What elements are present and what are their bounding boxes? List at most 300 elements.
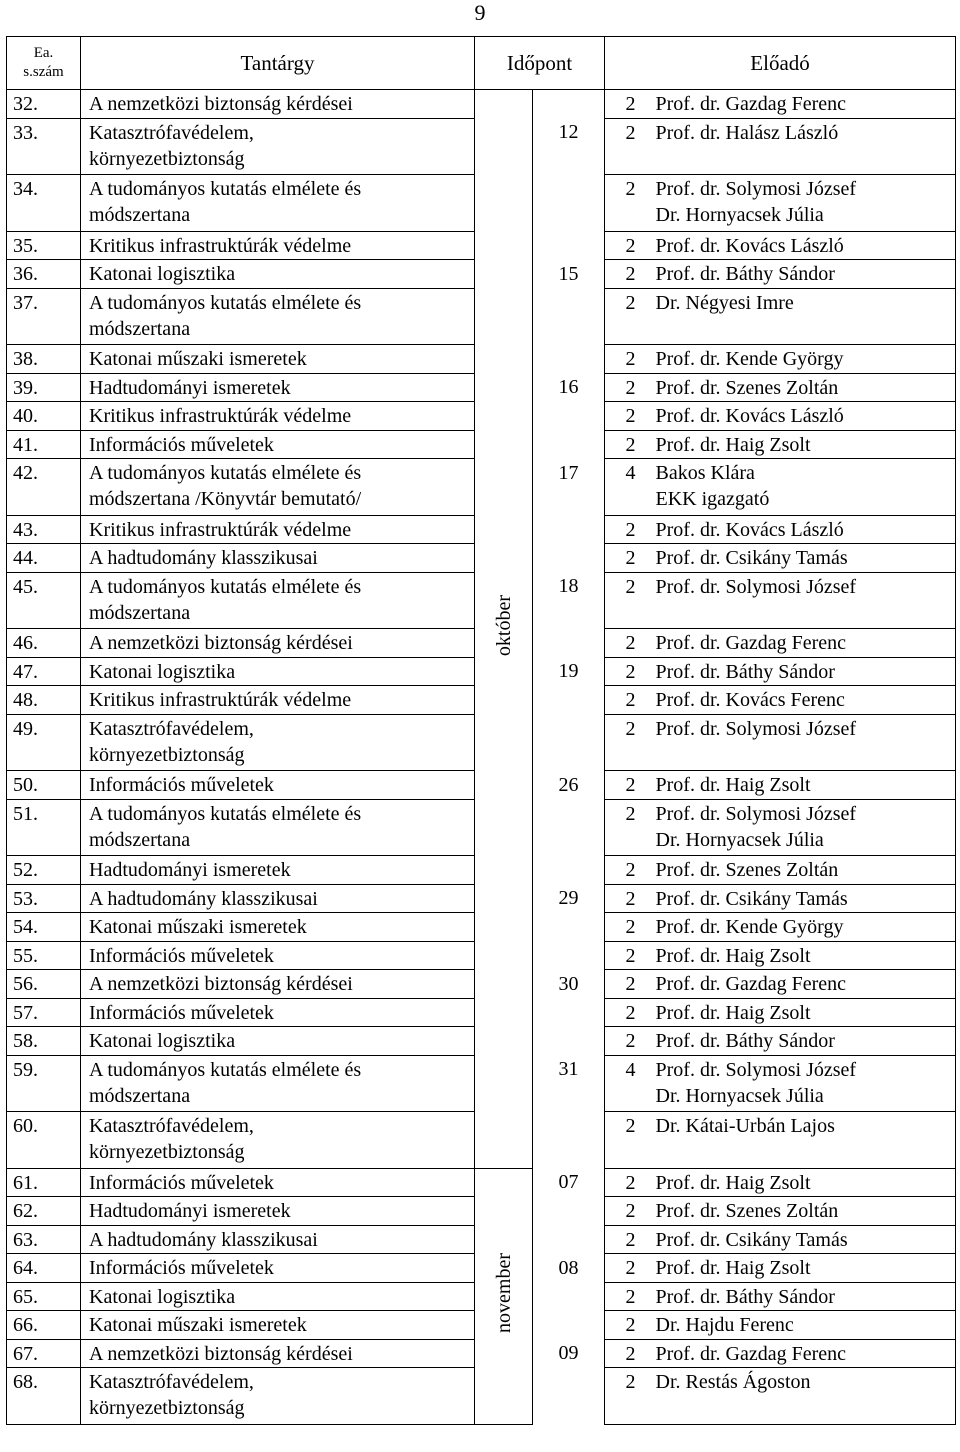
lecturer [648, 884, 956, 913]
lecturer [648, 1282, 956, 1311]
subject [81, 1339, 475, 1368]
hours: 2 [605, 714, 648, 771]
subject-line: A tudományos kutatás elmélete és [89, 802, 362, 825]
subject [81, 459, 475, 516]
lecture-number: 47. [7, 657, 81, 686]
lecture-number: 56. [7, 970, 81, 999]
lecture-number: 38. [7, 345, 81, 374]
lecture-number: 59. [7, 1055, 81, 1112]
lecturer-line: Prof. dr. Szenes Zoltán [655, 376, 839, 399]
lecturer [648, 998, 956, 1027]
subject [81, 90, 475, 119]
day-number: 09 [558, 1342, 579, 1364]
lecturer-line: Prof. dr. Báthy Sándor [655, 263, 835, 285]
month-label-cell [475, 1168, 533, 1424]
subject-line: Kritikus infrastruktúrák védelme [89, 405, 352, 427]
lecture-number: 51. [7, 799, 81, 856]
day-cell [533, 629, 605, 658]
subject-line: környezetbiztonság [89, 1397, 245, 1419]
lecturer-line: Prof. dr. Gazdag Ferenc [655, 973, 847, 995]
day-cell [533, 1055, 605, 1112]
lecturer [648, 970, 956, 999]
day-cell [533, 231, 605, 260]
subject [81, 1225, 475, 1254]
lecturer-line: Prof. dr. Gazdag Ferenc [655, 632, 847, 654]
subject [81, 231, 475, 260]
subject-line: Katonai logisztika [89, 660, 236, 683]
day-cell [533, 913, 605, 942]
subject-line: Katasztrófavédelem, [89, 121, 254, 144]
hours: 2 [605, 430, 648, 459]
hours: 2 [605, 913, 648, 942]
hours: 2 [605, 118, 648, 175]
day-cell [533, 884, 605, 913]
day-cell [533, 1168, 605, 1197]
lecturer-line: Prof. dr. Solymosi József [655, 1058, 857, 1081]
hours: 2 [605, 1112, 648, 1169]
subject-line: Katonai logisztika [89, 1285, 236, 1308]
lecturer [648, 913, 956, 942]
subject-line: Katonai műszaki ismeretek [89, 1314, 307, 1336]
subject [81, 430, 475, 459]
lecturer [648, 288, 956, 345]
subject-line: A hadtudomány klasszikusai [89, 547, 318, 569]
day-cell [533, 459, 605, 516]
subject-line: Kritikus infrastruktúrák védelme [89, 518, 352, 541]
subject-line: Információs műveletek [89, 433, 274, 456]
subject [81, 373, 475, 402]
subject-line: Katasztrófavédelem, [89, 717, 254, 740]
lecture-number: 52. [7, 856, 81, 885]
lecture-schedule-table [6, 36, 956, 1425]
lecturer-line: Prof. dr. Solymosi József [655, 178, 857, 200]
lecture-number: 32. [7, 90, 81, 119]
lecturer [648, 1254, 956, 1283]
hours: 2 [605, 1368, 648, 1425]
subject-line: A nemzetközi biztonság kérdései [89, 93, 353, 115]
subject [81, 1368, 475, 1425]
hours: 4 [605, 1055, 648, 1112]
subject-line: A hadtudomány klasszikusai [89, 1228, 318, 1251]
subject [81, 1112, 475, 1169]
lecturer-line: Prof. dr. Haig Zsolt [655, 1171, 811, 1194]
lecturer [648, 260, 956, 289]
lecture-number: 58. [7, 1027, 81, 1056]
hours: 2 [605, 1311, 648, 1340]
lecture-number: 36. [7, 260, 81, 289]
day-cell [533, 1112, 605, 1169]
lecturer [648, 345, 956, 374]
table-row [7, 90, 956, 119]
lecturer-line: Prof. dr. Haig Zsolt [655, 944, 811, 967]
lecturer-line: Prof. dr. Szenes Zoltán [655, 859, 839, 881]
lecturer [648, 118, 956, 175]
subject-line: módszertana [89, 601, 191, 624]
day-cell [533, 544, 605, 573]
subject [81, 1254, 475, 1283]
lecture-number: 45. [7, 572, 81, 629]
lecturer-line: Prof. dr. Csikány Tamás [655, 1228, 848, 1251]
hours: 4 [605, 459, 648, 516]
day-cell [533, 799, 605, 856]
hours: 2 [605, 345, 648, 374]
lecturer-line: Prof. dr. Solymosi József [655, 717, 857, 740]
lecturer [648, 572, 956, 629]
subject [81, 288, 475, 345]
day-cell [533, 686, 605, 715]
subject-line: Katonai logisztika [89, 1030, 236, 1052]
subject [81, 1282, 475, 1311]
day-number: 12 [558, 121, 579, 143]
subject-line: A tudományos kutatás elmélete és [89, 462, 362, 484]
day-cell [533, 572, 605, 629]
subject-line: A nemzetközi biztonság kérdései [89, 973, 353, 995]
lecturer-line: Prof. dr. Kende György [655, 916, 844, 938]
month-label: november [492, 1253, 515, 1333]
subject [81, 1027, 475, 1056]
lecture-number: 53. [7, 884, 81, 913]
hours: 2 [605, 970, 648, 999]
subject [81, 657, 475, 686]
hours: 2 [605, 1027, 648, 1056]
lecture-number: 35. [7, 231, 81, 260]
lecture-number: 55. [7, 941, 81, 970]
day-cell [533, 714, 605, 771]
lecture-number: 46. [7, 629, 81, 658]
header-time: Időpont [475, 37, 605, 90]
day-cell [533, 941, 605, 970]
lecturer-line: Prof. dr. Báthy Sándor [655, 1030, 835, 1052]
lecture-number: 48. [7, 686, 81, 715]
lecture-number: 68. [7, 1368, 81, 1425]
day-cell [533, 402, 605, 431]
hours: 2 [605, 1168, 648, 1197]
day-cell [533, 657, 605, 686]
lecture-number: 54. [7, 913, 81, 942]
hours: 2 [605, 657, 648, 686]
lecture-number: 41. [7, 430, 81, 459]
subject-line: módszertana [89, 317, 191, 340]
day-number: 29 [558, 887, 579, 909]
hours: 2 [605, 544, 648, 573]
subject-line: A tudományos kutatás elmélete és [89, 1058, 362, 1081]
schedule-body [7, 90, 956, 1425]
lecture-number: 66. [7, 1311, 81, 1340]
lecturer [648, 629, 956, 658]
lecturer-line: Prof. dr. Kovács László [655, 405, 844, 427]
hours: 2 [605, 1339, 648, 1368]
subject [81, 856, 475, 885]
subject-line: Hadtudományi ismeretek [89, 1200, 291, 1222]
day-number: 17 [558, 461, 579, 484]
lecturer [648, 90, 956, 119]
hours: 2 [605, 1197, 648, 1226]
lecturer-line: Prof. dr. Csikány Tamás [655, 547, 848, 569]
lecture-number: 61. [7, 1168, 81, 1197]
day-number: 16 [558, 376, 579, 398]
day-cell [533, 118, 605, 175]
lecturer [648, 686, 956, 715]
lecturer [648, 373, 956, 402]
month-label: október [492, 595, 515, 657]
lecturer [648, 231, 956, 260]
subject [81, 941, 475, 970]
subject-line: A tudományos kutatás elmélete és [89, 178, 362, 200]
table-row [7, 1168, 956, 1197]
subject-line: módszertana /Könyvtár bemutató/ [89, 488, 362, 510]
lecturer-line: Prof. dr. Haig Zsolt [655, 1257, 811, 1279]
page-number: 9 [474, 0, 486, 25]
subject [81, 884, 475, 913]
lecture-number: 42. [7, 459, 81, 516]
lecture-number: 60. [7, 1112, 81, 1169]
subject-line: Információs műveletek [89, 1171, 274, 1194]
hours: 2 [605, 771, 648, 800]
lecturer-line: Prof. dr. Solymosi József [655, 802, 857, 825]
lecturer-line: Dr. Hornyacsek Júlia [655, 1084, 824, 1107]
month-label-cell [475, 90, 533, 1169]
lecture-number: 34. [7, 175, 81, 232]
subject-line: A tudományos kutatás elmélete és [89, 575, 362, 598]
lecture-number: 49. [7, 714, 81, 771]
day-cell [533, 1027, 605, 1056]
subject-line: Információs műveletek [89, 1257, 274, 1279]
lecture-number: 40. [7, 402, 81, 431]
day-cell [533, 1225, 605, 1254]
lecturer [648, 175, 956, 232]
lecturer [648, 459, 956, 516]
subject [81, 402, 475, 431]
subject-line: Kritikus infrastruktúrák védelme [89, 689, 352, 711]
subject-line: Katasztrófavédelem, [89, 1371, 254, 1393]
lecturer-line: Prof. dr. Kende György [655, 348, 844, 370]
lecturer-line: Prof. dr. Kovács László [655, 234, 844, 257]
day-number: 19 [558, 660, 579, 682]
subject [81, 629, 475, 658]
lecturer [648, 402, 956, 431]
hours: 2 [605, 884, 648, 913]
hours: 2 [605, 402, 648, 431]
day-cell [533, 288, 605, 345]
day-cell [533, 1254, 605, 1283]
lecture-number: 50. [7, 771, 81, 800]
day-cell [533, 856, 605, 885]
lecturer-line: Prof. dr. Gazdag Ferenc [655, 1342, 847, 1365]
day-cell [533, 1197, 605, 1226]
lecturer [648, 1168, 956, 1197]
lecturer-line: Bakos Klára [655, 462, 755, 484]
lecture-number: 62. [7, 1197, 81, 1226]
subject [81, 970, 475, 999]
subject-line: A hadtudomány klasszikusai [89, 887, 318, 910]
hours: 2 [605, 373, 648, 402]
subject [81, 572, 475, 629]
subject [81, 686, 475, 715]
subject [81, 1311, 475, 1340]
day-number: 08 [558, 1256, 579, 1279]
lecturer [648, 1027, 956, 1056]
lecturer-line: Prof. dr. Kovács László [655, 518, 844, 541]
lecture-number: 67. [7, 1339, 81, 1368]
subject-line: A nemzetközi biztonság kérdései [89, 632, 353, 654]
lecturer [648, 856, 956, 885]
subject [81, 544, 475, 573]
subject-line: Információs műveletek [89, 774, 274, 796]
lecturer [648, 714, 956, 771]
subject-line: A tudományos kutatás elmélete és [89, 291, 362, 314]
subject-line: A nemzetközi biztonság kérdései [89, 1342, 353, 1365]
subject-line: környezetbiztonság [89, 743, 245, 766]
lecturer-line: EKK igazgató [655, 488, 770, 510]
lecturer-line: Prof. dr. Szenes Zoltán [655, 1200, 839, 1222]
subject [81, 260, 475, 289]
day-cell [533, 1339, 605, 1368]
lecturer-line: Prof. dr. Báthy Sándor [655, 1285, 835, 1308]
day-cell [533, 345, 605, 374]
header-lecturer: Előadó [605, 37, 956, 90]
day-cell [533, 771, 605, 800]
subject-line: környezetbiztonság [89, 1141, 245, 1163]
lecturer-line: Prof. dr. Haig Zsolt [655, 1001, 811, 1024]
subject-line: Információs műveletek [89, 1001, 274, 1024]
lecture-number: 37. [7, 288, 81, 345]
hours: 2 [605, 260, 648, 289]
header-num-line2: s.szám [23, 64, 64, 80]
hours: 2 [605, 856, 648, 885]
subject-line: Információs műveletek [89, 944, 274, 967]
day-number: 18 [558, 575, 579, 597]
day-cell [533, 1311, 605, 1340]
day-number: 07 [558, 1171, 579, 1193]
lecturer-line: Prof. dr. Csikány Tamás [655, 887, 848, 910]
hours: 2 [605, 998, 648, 1027]
lecturer-line: Prof. dr. Halász László [655, 121, 839, 144]
hours: 2 [605, 799, 648, 856]
subject [81, 1168, 475, 1197]
header-num-line1: Ea. [33, 45, 54, 61]
lecturer [648, 657, 956, 686]
lecturer-line: Dr. Hornyacsek Júlia [655, 828, 824, 851]
subject [81, 913, 475, 942]
header-lecture-number [7, 37, 81, 90]
table-header-row [7, 37, 956, 90]
header-subject: Tantárgy [81, 37, 475, 90]
subject-line: Katonai műszaki ismeretek [89, 916, 307, 938]
day-cell [533, 175, 605, 232]
lecture-number: 64. [7, 1254, 81, 1283]
lecturer-line: Dr. Négyesi Imre [655, 291, 794, 314]
lecturer [648, 544, 956, 573]
lecturer [648, 771, 956, 800]
hours: 2 [605, 515, 648, 544]
lecturer-line: Dr. Hajdu Ferenc [655, 1314, 794, 1336]
subject-line: módszertana [89, 1084, 191, 1107]
subject-line: Hadtudományi ismeretek [89, 859, 291, 881]
lecturer [648, 430, 956, 459]
hours: 2 [605, 231, 648, 260]
subject-line: Katonai műszaki ismeretek [89, 348, 307, 370]
day-cell [533, 1368, 605, 1425]
subject [81, 515, 475, 544]
subject [81, 118, 475, 175]
lecturer-line: Prof. dr. Kovács Ferenc [655, 689, 845, 711]
day-cell [533, 1282, 605, 1311]
day-cell [533, 970, 605, 999]
subject [81, 998, 475, 1027]
lecturer [648, 1197, 956, 1226]
hours: 2 [605, 288, 648, 345]
lecturer-line: Prof. dr. Báthy Sándor [655, 660, 835, 683]
day-cell [533, 515, 605, 544]
lecturer [648, 1225, 956, 1254]
day-cell [533, 373, 605, 402]
hours: 2 [605, 1254, 648, 1283]
hours: 2 [605, 941, 648, 970]
hours: 2 [605, 686, 648, 715]
hours: 2 [605, 572, 648, 629]
lecture-number: 43. [7, 515, 81, 544]
lecturer [648, 1339, 956, 1368]
lecture-number: 65. [7, 1282, 81, 1311]
lecturer [648, 1112, 956, 1169]
lecturer [648, 515, 956, 544]
lecture-number: 57. [7, 998, 81, 1027]
lecturer-line: Prof. dr. Haig Zsolt [655, 774, 811, 796]
subject-line: Katasztrófavédelem, [89, 1115, 254, 1137]
subject [81, 771, 475, 800]
lecturer-line: Prof. dr. Haig Zsolt [655, 433, 811, 456]
lecture-number: 44. [7, 544, 81, 573]
day-number: 15 [558, 262, 579, 285]
lecturer [648, 941, 956, 970]
lecture-number: 63. [7, 1225, 81, 1254]
day-cell [533, 90, 605, 119]
lecturer-line: Prof. dr. Solymosi József [655, 575, 857, 598]
hours: 2 [605, 90, 648, 119]
lecturer [648, 799, 956, 856]
subject-line: módszertana [89, 828, 191, 851]
lecturer-line: Dr. Kátai-Urbán Lajos [655, 1115, 835, 1137]
subject-line: Kritikus infrastruktúrák védelme [89, 234, 352, 257]
day-number: 30 [558, 972, 579, 995]
subject-line: Hadtudományi ismeretek [89, 376, 291, 399]
hours: 2 [605, 629, 648, 658]
subject [81, 799, 475, 856]
subject-line: Katonai logisztika [89, 263, 236, 285]
lecture-number: 39. [7, 373, 81, 402]
lecturer-line: Dr. Restás Ágoston [655, 1371, 811, 1393]
day-cell [533, 260, 605, 289]
lecturer-line: Dr. Hornyacsek Júlia [655, 204, 824, 226]
subject [81, 175, 475, 232]
hours: 2 [605, 1225, 648, 1254]
subject-line: módszertana [89, 204, 191, 226]
subject [81, 714, 475, 771]
subject-line: környezetbiztonság [89, 147, 245, 170]
subject [81, 1197, 475, 1226]
lecturer-line: Prof. dr. Gazdag Ferenc [655, 93, 847, 115]
hours: 2 [605, 175, 648, 232]
lecturer [648, 1311, 956, 1340]
lecturer [648, 1368, 956, 1425]
day-cell [533, 430, 605, 459]
subject [81, 1055, 475, 1112]
lecturer [648, 1055, 956, 1112]
day-number: 31 [558, 1058, 579, 1080]
subject [81, 345, 475, 374]
hours: 2 [605, 1282, 648, 1311]
lecture-number: 33. [7, 118, 81, 175]
